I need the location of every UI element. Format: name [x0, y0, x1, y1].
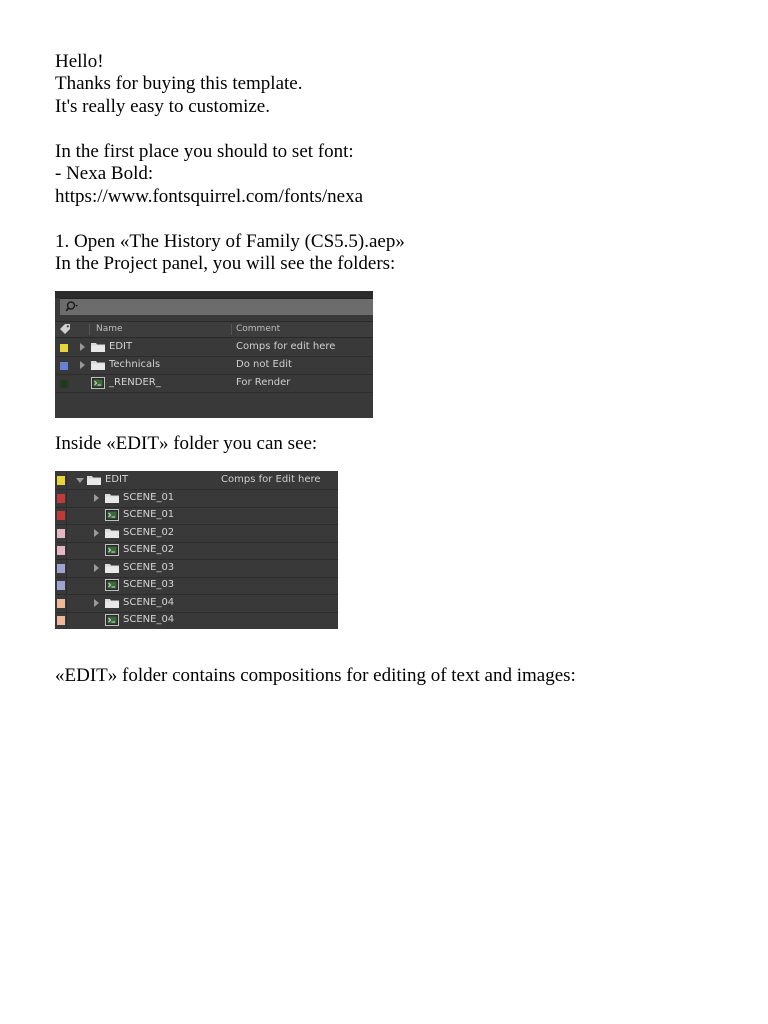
open-file-line: 1. Open «The History of Family (CS5.5).aep» [55, 231, 405, 252]
project-row[interactable] [55, 357, 373, 375]
item-name: SCENE_03 [123, 561, 175, 573]
edit-row[interactable] [55, 595, 338, 613]
search-field[interactable] [60, 298, 373, 315]
search-icon [65, 300, 79, 314]
name-column-header[interactable]: Name [96, 324, 123, 334]
project-row[interactable] [55, 375, 373, 393]
inside-edit-line: Inside «EDIT» folder you can see: [55, 433, 318, 454]
label-color-swatch[interactable] [57, 616, 65, 625]
edit-row[interactable] [55, 472, 338, 490]
label-color-swatch[interactable] [57, 494, 65, 503]
intro-paragraph [55, 51, 302, 118]
step1-paragraph [55, 231, 405, 276]
comment-column-header[interactable]: Comment [236, 324, 281, 334]
label-color-swatch[interactable] [60, 362, 68, 370]
item-comment: Comps for Edit here [221, 474, 321, 485]
edit-row[interactable] [55, 490, 338, 508]
label-color-swatch[interactable] [57, 581, 65, 590]
project-row[interactable] [55, 339, 373, 357]
item-name: EDIT [109, 341, 133, 352]
folder-icon [87, 475, 101, 485]
label-color-swatch[interactable] [60, 344, 68, 352]
item-name: SCENE_03 [123, 579, 175, 590]
label-tag-icon[interactable] [58, 323, 72, 336]
label-color-swatch[interactable] [57, 599, 65, 608]
expand-arrow-icon[interactable] [94, 599, 99, 607]
item-name: SCENE_01 [123, 491, 175, 503]
folder-icon [105, 493, 119, 503]
composition-icon [105, 509, 119, 521]
label-color-swatch[interactable] [57, 476, 65, 485]
folder-icon [105, 598, 119, 608]
edit-row[interactable] [55, 612, 338, 629]
project-panel-screenshot [55, 291, 373, 418]
composition-icon [91, 377, 105, 389]
composition-icon [105, 579, 119, 591]
folder-icon [91, 360, 105, 370]
project-panel-line: In the Project panel, you will see the folders: [55, 253, 396, 275]
label-color-swatch[interactable] [57, 511, 65, 520]
item-name: SCENE_02 [123, 544, 175, 555]
composition-icon [105, 544, 119, 556]
column-header [55, 321, 373, 338]
edit-folder-screenshot [55, 471, 338, 629]
item-name: Technicals [109, 359, 161, 370]
label-color-swatch[interactable] [60, 380, 68, 388]
header-divider [89, 324, 90, 335]
folder-icon [105, 528, 119, 538]
composition-icon [105, 614, 119, 626]
edit-row[interactable] [55, 525, 338, 543]
customize-line: It's really easy to customize. [55, 95, 270, 117]
edit-row[interactable] [55, 577, 338, 595]
folder-icon [91, 342, 105, 352]
item-comment: For Render [236, 377, 291, 388]
greeting-line: Hello! [55, 51, 104, 72]
header-divider [231, 324, 232, 335]
label-color-swatch[interactable] [57, 564, 65, 573]
label-color-swatch[interactable] [57, 546, 65, 555]
item-name: _RENDER_ [109, 377, 161, 388]
font-url-link[interactable]: https://www.fontsquirrel.com/fonts/nexa [55, 185, 363, 207]
item-name: SCENE_02 [123, 526, 175, 538]
edit-row[interactable] [55, 542, 338, 560]
label-color-swatch[interactable] [57, 529, 65, 538]
expand-arrow-icon[interactable] [80, 361, 85, 369]
edit-contains-paragraph [55, 665, 576, 687]
collapse-arrow-icon[interactable] [76, 478, 84, 483]
expand-arrow-icon[interactable] [80, 343, 85, 351]
item-name: SCENE_04 [123, 614, 175, 625]
folder-icon [105, 563, 119, 573]
expand-arrow-icon[interactable] [94, 564, 99, 572]
expand-arrow-icon[interactable] [94, 529, 99, 537]
panel-top-edge [55, 291, 373, 298]
edit-row[interactable] [55, 507, 338, 525]
item-name: EDIT [105, 474, 129, 485]
inside-edit-paragraph [55, 433, 317, 455]
item-name: SCENE_01 [123, 509, 175, 520]
font-instruction-line: In the first place you should to set font: [55, 141, 354, 162]
item-comment: Comps for edit here [236, 341, 336, 352]
item-comment: Do not Edit [236, 359, 292, 370]
edit-row[interactable] [55, 560, 338, 578]
edit-contains-line: «EDIT» folder contains compositions for editing of text and images: [55, 665, 576, 686]
item-name: SCENE_04 [123, 596, 175, 608]
font-paragraph [55, 141, 363, 208]
thanks-line: Thanks for buying this template. [55, 73, 303, 95]
expand-arrow-icon[interactable] [94, 494, 99, 502]
font-name-line: - Nexa Bold: [55, 163, 154, 185]
